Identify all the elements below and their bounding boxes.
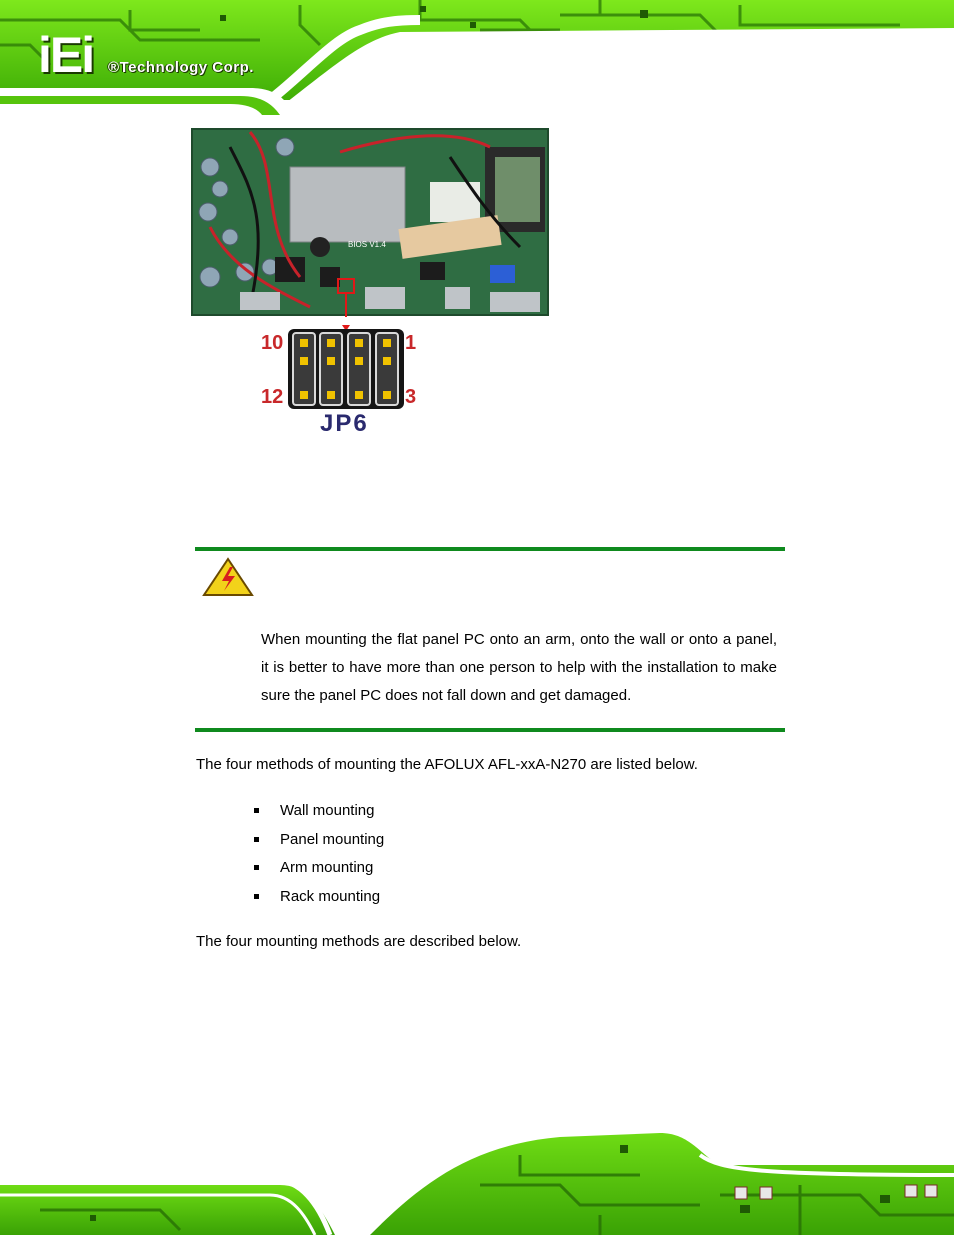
company-logo-text: ®Technology Corp. <box>108 59 254 76</box>
jumper-name-label: JP6 <box>320 410 369 437</box>
header-banner <box>0 0 954 115</box>
intro-paragraph: The four methods of mounting the AFOLUX AFL-xxA-N270 are listed below. <box>196 756 698 773</box>
pin-label-3: 3 <box>405 386 417 408</box>
pin-label-12: 12 <box>261 386 284 408</box>
warning-top-rule <box>195 547 785 551</box>
outro-paragraph: The four mounting methods are described below. <box>196 933 522 950</box>
circuit-board-footer <box>0 1125 954 1235</box>
footer-banner <box>0 1125 954 1235</box>
list-item: Panel mounting <box>252 826 384 855</box>
bullet-square-icon <box>254 865 259 870</box>
bullet-square-icon <box>254 894 259 899</box>
list-item: Rack mounting <box>252 883 384 912</box>
list-item: Wall mounting <box>252 797 384 826</box>
list-item: Arm mounting <box>252 854 384 883</box>
motherboard-illustration <box>190 127 565 317</box>
pin-label-1: 1 <box>405 332 417 354</box>
circuit-board-banner <box>0 0 954 115</box>
mounting-methods-list <box>252 797 384 911</box>
motherboard-photo <box>190 127 565 317</box>
bullet-square-icon <box>254 808 259 813</box>
pin-label-10: 10 <box>261 332 284 354</box>
warning-text: When mounting the flat panel PC onto an arm, onto the wall or onto a panel, it is better to have more than one person to help with the installation to make sure the panel PC does not fall down and get damaged. <box>261 631 777 704</box>
bullet-square-icon <box>254 837 259 842</box>
warning-bottom-rule <box>195 728 785 732</box>
board-silk-label: BIOS V1.4 <box>348 240 386 249</box>
warning-icon <box>202 557 254 597</box>
company-logo-mark: iEi <box>38 27 94 83</box>
